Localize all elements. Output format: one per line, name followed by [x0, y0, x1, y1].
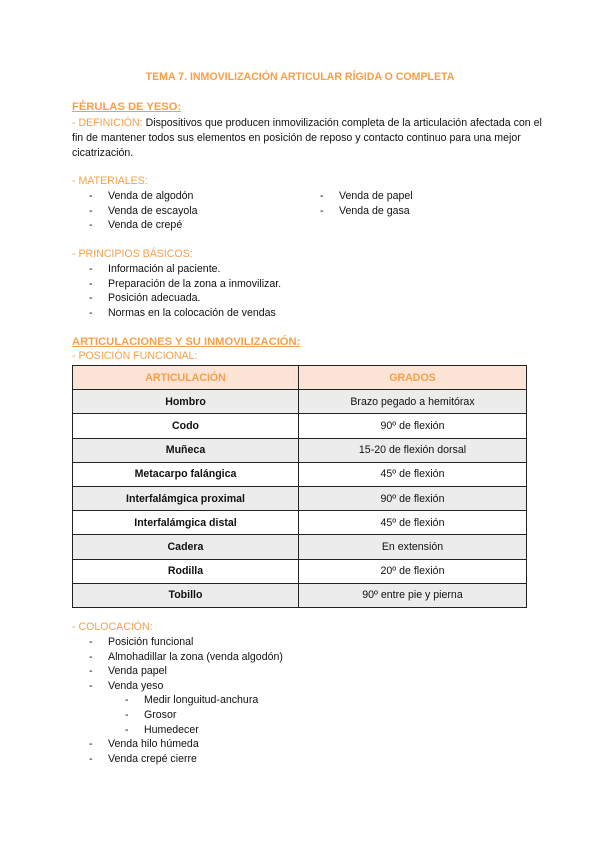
table-cell-grados: 20º de flexión	[299, 559, 527, 583]
table-cell-articulacion: Muñeca	[73, 438, 299, 462]
table-cell-grados: 45º de flexión	[299, 511, 527, 535]
table-row	[73, 438, 527, 462]
table-row	[73, 535, 527, 559]
table-cell-articulacion: Codo	[73, 414, 299, 438]
table-row	[73, 390, 527, 414]
colocacion-list-end	[89, 737, 199, 766]
joints-table	[72, 365, 527, 608]
list-item: - Venda de crepé	[89, 219, 183, 232]
table-cell-articulacion: Tobillo	[73, 583, 299, 607]
colocacion-label: - COLOCACIÓN:	[72, 621, 153, 633]
list-item: - Venda papel	[89, 665, 167, 678]
definicion-text: Dispositivos que producen inmovilización completa de la articulación afectada con el fin de mantener todos sus elementos en posición de reposo y contacto continuo para una mejor cicatrización.	[72, 117, 542, 159]
list-item: - Venda de papel	[320, 190, 413, 202]
list-item: - Posición adecuada.	[89, 292, 201, 305]
page-title: TEMA 7. INMOVILIZACIÓN ARTICULAR RÍGIDA O COMPLETA	[145, 71, 455, 83]
list-item: - Venda yeso	[89, 679, 164, 692]
table-row	[73, 559, 527, 583]
colocacion-sublist	[125, 693, 259, 737]
list-item: - Venda hilo húmeda	[89, 738, 199, 751]
definicion-paragraph	[72, 116, 542, 161]
list-item: - Grosor	[125, 708, 177, 721]
colocacion-list	[89, 635, 283, 693]
table-cell-grados: En extensión	[299, 535, 527, 559]
table-cell-articulacion: Interfalámgica proximal	[73, 486, 299, 510]
list-item: - Venda de escayola	[89, 204, 198, 217]
table-cell-grados: 90º de flexión	[299, 414, 527, 438]
list-item: - Venda de gasa	[320, 204, 410, 217]
list-item: - Humedecer	[125, 723, 199, 736]
table-cell-articulacion: Hombro	[73, 390, 299, 414]
column-header-articulacion: ARTICULACIÓN	[73, 366, 299, 390]
list-item: - Posición funcional	[89, 636, 194, 648]
list-item: - Información al paciente.	[89, 263, 221, 275]
list-item: - Preparación de la zona a inmovilizar.	[89, 277, 282, 290]
table-row	[73, 486, 527, 510]
table-cell-articulacion: Rodilla	[73, 559, 299, 583]
principios-label: - PRINCIPIOS BÁSICOS:	[72, 248, 193, 260]
list-item: - Normas en la colocación de vendas	[89, 306, 276, 319]
table-cell-articulacion: Metacarpo falángica	[73, 462, 299, 486]
definicion-label: - DEFINICIÓN:	[72, 117, 143, 129]
materiales-list-col1	[89, 189, 198, 233]
principios-list	[89, 262, 282, 320]
table-cell-grados: 90º de flexión	[299, 486, 527, 510]
list-item: - Venda crepé cierre	[89, 752, 197, 765]
table-cell-grados: 15-20 de flexión dorsal	[299, 438, 527, 462]
table-row	[73, 414, 527, 438]
table-cell-grados: 45º de flexión	[299, 462, 527, 486]
table-row	[73, 583, 527, 607]
materiales-list-col2	[320, 189, 413, 218]
list-item: - Venda de algodón	[89, 190, 194, 202]
list-item: - Medir longuitud-anchura	[125, 694, 259, 707]
section-heading-articulaciones: ARTICULACIONES Y SU INMOVILIZACIÓN:	[72, 336, 301, 348]
column-header-grados: GRADOS	[299, 366, 527, 390]
table-row	[73, 462, 527, 486]
table-cell-articulacion: Interfalámgica distal	[73, 511, 299, 535]
table-header-row	[73, 366, 527, 390]
table-row	[73, 511, 527, 535]
table-cell-grados: 90º entre pie y pierna	[299, 583, 527, 607]
list-item: - Almohadillar la zona (venda algodón)	[89, 650, 283, 663]
section-heading-ferulas: FÉRULAS DE YESO:	[72, 101, 182, 113]
materiales-label: - MATERIALES:	[72, 175, 148, 187]
table-cell-grados: Brazo pegado a hemitórax	[299, 390, 527, 414]
posicion-funcional-label: - POSICIÓN FUNCIONAL:	[72, 350, 198, 362]
table-cell-articulacion: Cadera	[73, 535, 299, 559]
